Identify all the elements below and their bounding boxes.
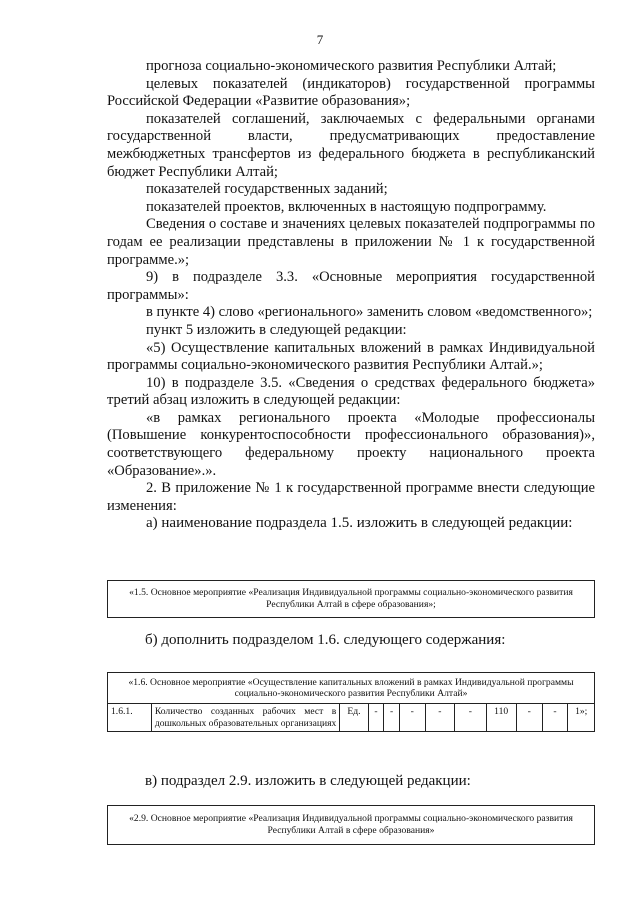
paragraph-indicator-info: Сведения о составе и значениях целевых показателей подпрограммы по годам ее реализации представлены в приложении № 1 к государственной программе.»; — [107, 216, 595, 268]
paragraph-capital-investment: «5) Осуществление капитальных вложений в рамках Индивидуальной программы социально-экономического развития Республики Алтай.»; — [107, 339, 595, 374]
paragraph-appendix-changes: 2. В приложение № 1 к государственной программе внести следующие изменения: — [107, 480, 595, 514]
paragraph-agreements: показателей соглашений, заключаемых с федеральными органами государственной власти, предусматривающих предоставление межбюджетных трансфертов из федерального бюджета в республиканский бюджет Республики Алтай; — [107, 110, 595, 180]
table-header: «1.6. Основное мероприятие «Осуществление капитальных вложений в рамках Индивидуальной программы социально-экономического развития Республики Алтай» — [108, 673, 595, 704]
cell-unit: Ед. — [340, 704, 368, 732]
paragraph-target-indicators: целевых показателей (индикаторов) государственной программы Российской Федерации «Развитие образования»; — [107, 75, 595, 110]
cell-value: 110 — [486, 704, 516, 732]
label-subsection-b: б) дополнить подразделом 1.6. следующего содержания: — [145, 632, 506, 648]
cell-value: 1»; — [568, 704, 595, 732]
paragraph-item-10: 10) в подразделе 3.5. «Сведения о средствах федерального бюджета» третий абзац изложить в следующей редакции: — [107, 374, 595, 409]
subsection-1-5-box — [107, 580, 595, 618]
cell-number: 1.6.1. — [108, 704, 152, 732]
paragraph-point-5: пункт 5 изложить в следующей редакции: — [146, 321, 407, 338]
table-row — [108, 704, 595, 732]
cell-indicator-name: Количество созданных рабочих мест в дошкольных образовательных организациях — [151, 704, 339, 732]
cell-value: - — [384, 704, 400, 732]
paragraph-subsection-a: а) наименование подраздела 1.5. изложить в следующей редакции: — [146, 515, 573, 532]
paragraph-item-9: 9) в подразделе 3.3. «Основные мероприятия государственной программы»: — [107, 269, 595, 303]
cell-value: - — [399, 704, 425, 732]
subsection-2-9-box — [107, 805, 595, 845]
paragraph-forecast: прогноза социально-экономического развития Республики Алтай; — [146, 58, 557, 74]
label-subsection-c: в) подраздел 2.9. изложить в следующей редакции: — [145, 773, 471, 789]
cell-value: - — [542, 704, 568, 732]
cell-value: - — [425, 704, 455, 732]
subsection-1-6-table — [107, 672, 595, 732]
subsection-1-5-text: «1.5. Основное мероприятие «Реализация Индивидуальной программы социально-экономического развития Республики Алтай в сфере образования»; — [129, 587, 573, 610]
cell-value: - — [368, 704, 384, 732]
document-body — [107, 58, 595, 533]
cell-value: - — [516, 704, 542, 732]
cell-value: - — [455, 704, 486, 732]
paragraph-item-4-word: в пункте 4) слово «регионального» заменить словом «ведомственного»; — [146, 304, 593, 321]
paragraph-projects: показателей проектов, включенных в настоящую подпрограмму. — [146, 198, 547, 215]
subsection-2-9-text: «2.9. Основное мероприятие «Реализация Индивидуальной программы социально-экономического развития Республики Алтай в сфере образования» — [129, 813, 573, 836]
paragraph-state-tasks: показателей государственных заданий; — [146, 181, 388, 198]
paragraph-regional-project: «в рамках регионального проекта «Молодые профессионалы (Повышение конкурентоспособности профессионального образования)», соответствующего федеральному проекту национального проекта «Образование».». — [107, 409, 595, 479]
page-number: 7 — [316, 32, 324, 47]
